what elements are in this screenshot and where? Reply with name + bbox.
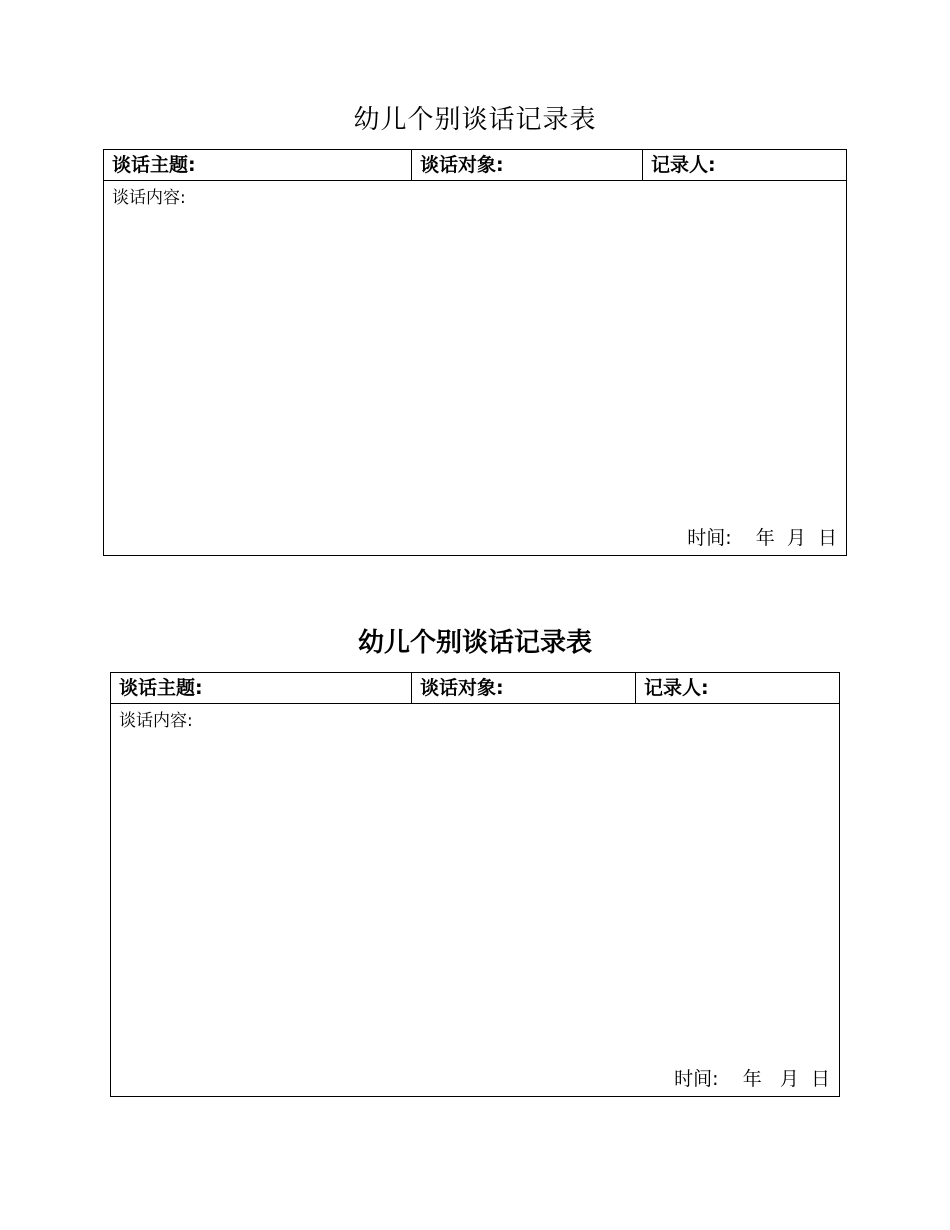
form-title: 幼儿个别谈话记录表 <box>357 628 592 658</box>
subject-label: 谈话对象: <box>420 154 504 176</box>
year-label: 年 <box>755 527 775 549</box>
content-area[interactable] <box>104 180 846 555</box>
month-label: 月 <box>786 527 806 549</box>
day-label: 日 <box>810 1068 830 1090</box>
topic-field[interactable] <box>104 150 411 180</box>
topic-field[interactable] <box>111 673 411 703</box>
month-label: 月 <box>779 1068 799 1090</box>
form-title: 幼儿个别谈话记录表 <box>353 105 597 135</box>
topic-label: 谈话主题: <box>112 154 196 176</box>
recorder-field[interactable] <box>642 150 846 180</box>
subject-field[interactable] <box>411 150 642 180</box>
time-label: 时间: <box>687 527 732 549</box>
record-form <box>103 149 847 556</box>
content-area[interactable] <box>111 703 839 1096</box>
record-form <box>110 672 840 1097</box>
recorder-label: 记录人: <box>651 154 716 176</box>
subject-field[interactable] <box>411 673 635 703</box>
content-label: 谈话内容: <box>112 188 186 208</box>
recorder-label: 记录人: <box>644 677 709 699</box>
recorder-field[interactable] <box>635 673 839 703</box>
topic-label: 谈话主题: <box>119 677 203 699</box>
day-label: 日 <box>817 527 837 549</box>
year-label: 年 <box>742 1068 762 1090</box>
form-header-row <box>104 150 846 181</box>
date-line <box>687 523 837 550</box>
form-header-row <box>111 673 839 704</box>
time-label: 时间: <box>674 1068 719 1090</box>
subject-label: 谈话对象: <box>420 677 504 699</box>
content-label: 谈话内容: <box>119 711 193 731</box>
date-line <box>674 1064 830 1091</box>
